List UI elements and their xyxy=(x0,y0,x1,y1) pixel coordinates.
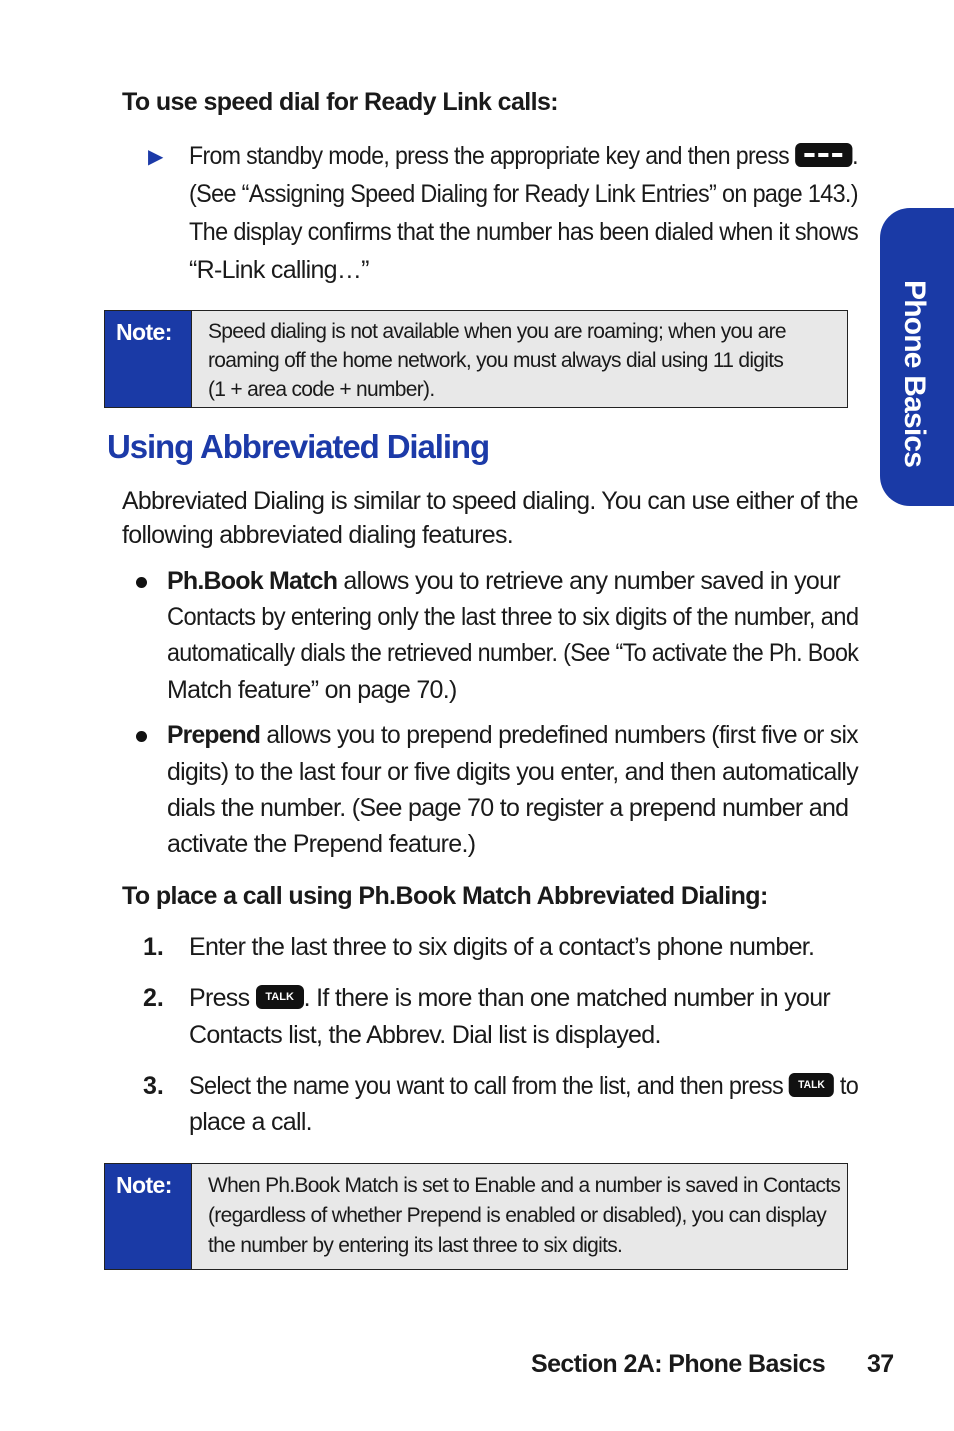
step-number: 1. xyxy=(143,933,164,961)
bullet-phbook-line: Match feature” on page 70.) xyxy=(167,676,457,704)
note-line: the number by entering its last three to six digits. xyxy=(208,1234,623,1257)
intro-line: following abbreviated dialing features. xyxy=(122,521,514,549)
note-line: roaming off the home network, you must always dial using 11 digits xyxy=(208,349,784,372)
menu-key-icon xyxy=(795,143,852,167)
bullet-prepend-line: activate the Prepend feature.) xyxy=(167,830,476,858)
bullet-prepend-line: digits) to the last four or five digits you enter, and then automatically xyxy=(167,758,858,786)
step-3-line: Select the name you want to call from the list, and then press TALK to xyxy=(189,1072,859,1100)
bullet-phbook-line: Ph.Book Match allows you to retrieve any number saved in your xyxy=(167,567,840,595)
talk-key-icon: TALK xyxy=(256,985,304,1009)
step-3-line: place a call. xyxy=(189,1108,312,1136)
note-label: Note: xyxy=(105,311,192,407)
bullet-prepend-line: dials the number. (See page 70 to register a prepend number and xyxy=(167,794,849,822)
note-line: When Ph.Book Match is set to Enable and a number is saved in Contacts xyxy=(208,1174,841,1197)
speed-dial-heading: To use speed dial for Ready Link calls: xyxy=(122,88,558,116)
page-number: 37 xyxy=(867,1350,894,1378)
bullet-icon xyxy=(136,577,147,588)
note-line: (regardless of whether Prepend is enabled or disabled), you can display xyxy=(208,1204,827,1227)
step-1-line: Enter the last three to six digits of a contact’s phone number. xyxy=(189,933,815,961)
step-2-line: Press TALK . If there is more than one matched number in your xyxy=(189,984,831,1012)
arrow-step-period: . xyxy=(852,142,858,170)
bullet-term: Prepend xyxy=(167,721,261,749)
bullet-prepend-line: Prepend allows you to prepend predefined numbers (first five or six xyxy=(167,721,858,749)
section-title: Using Abbreviated Dialing xyxy=(107,428,490,465)
step-2-line: Contacts list, the Abbrev. Dial list is displayed. xyxy=(189,1021,661,1049)
footer-section: Section 2A: Phone Basics xyxy=(531,1350,826,1378)
bullet-icon xyxy=(136,731,147,742)
step-number: 2. xyxy=(143,984,164,1012)
arrow-step-line-3: The display confirms that the number has been dialed when it shows xyxy=(189,218,859,246)
intro-line: Abbreviated Dialing is similar to speed dialing. You can use either of the xyxy=(122,487,858,515)
bullet-phbook-line: automatically dials the retrieved number. (See “To activate the Ph. Book xyxy=(167,639,859,667)
arrow-step-line-4: “R-Link calling…” xyxy=(189,256,369,284)
note-box-roaming xyxy=(104,310,848,408)
note-line: Speed dialing is not available when you are roaming; when you are xyxy=(208,320,786,343)
side-tab-label: Phone Basics xyxy=(898,280,931,468)
bullet-phbook-line: Contacts by entering only the last three to six digits of the number, and xyxy=(167,603,859,631)
bullet-term: Ph.Book Match xyxy=(167,567,338,595)
arrow-step-text: From standby mode, press the appropriate key and then press xyxy=(189,142,790,170)
note-box-phbook xyxy=(104,1163,848,1270)
note-label: Note: xyxy=(105,1164,192,1269)
arrow-step-line-1 xyxy=(189,142,858,171)
place-call-heading: To place a call using Ph.Book Match Abbreviated Dialing: xyxy=(122,882,768,910)
note-line: (1 + area code + number). xyxy=(208,378,435,401)
step-number: 3. xyxy=(143,1072,164,1100)
talk-key-icon: TALK xyxy=(789,1073,834,1097)
right-triangle-icon: ▶ xyxy=(148,146,164,168)
arrow-step-line-2: (See “Assigning Speed Dialing for Ready Link Entries” on page 143.) xyxy=(189,180,858,208)
